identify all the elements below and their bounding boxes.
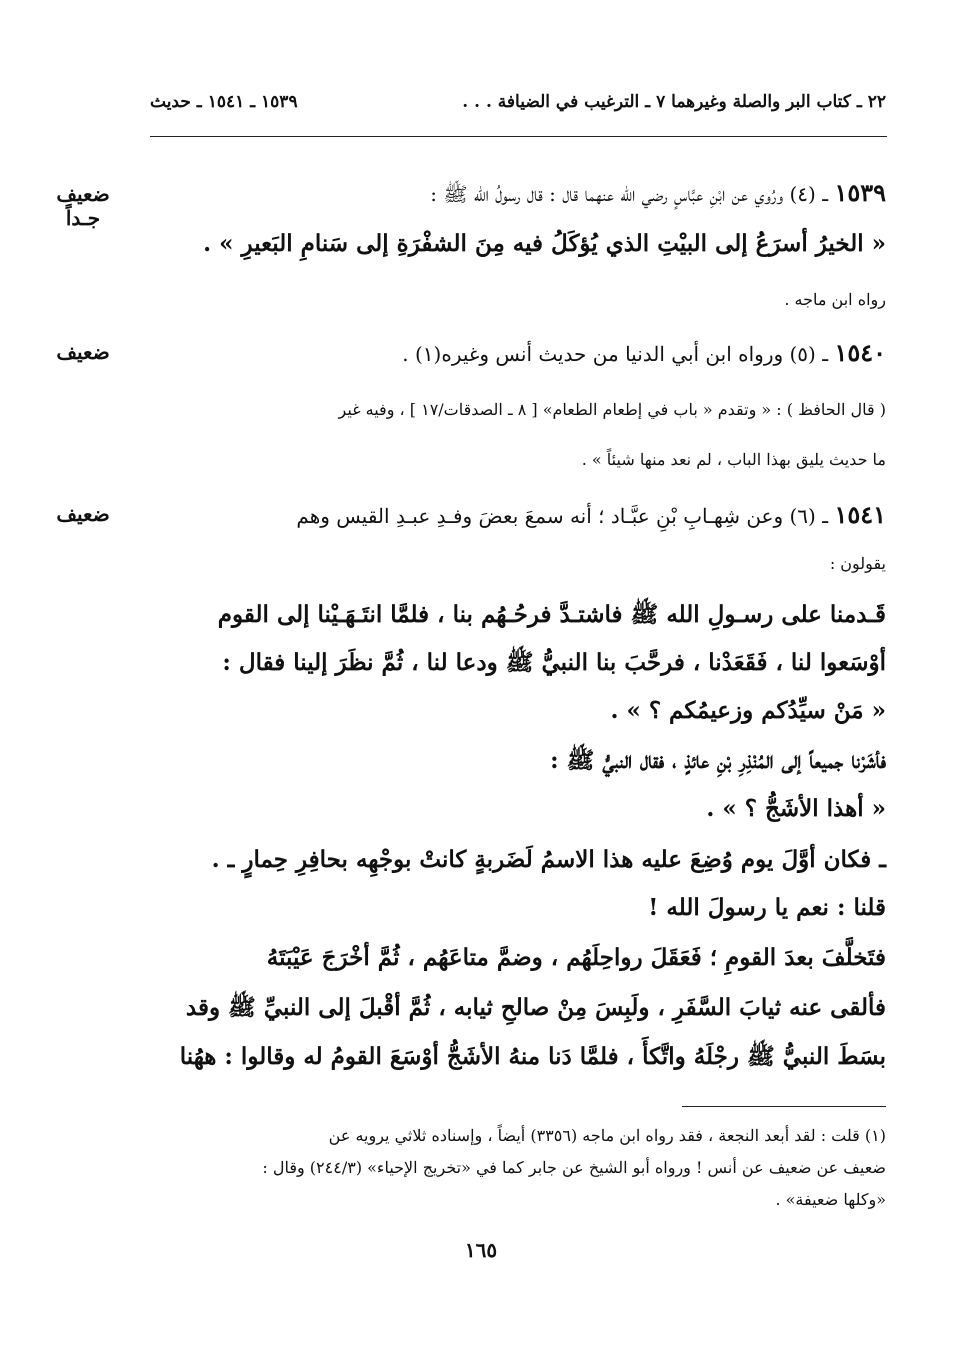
hadith-number: ١٥٣٩ <box>834 178 886 207</box>
grade-1541: ضعيف <box>56 502 110 526</box>
hadith-1541-line: « أهذا الأشَجُّ ؟ » . <box>706 795 886 822</box>
footnote-line: (١) قلت : لقد أبعد النجعة ، فقد رواه ابن ماجه (٣٣٥٦) أيضاً ، وإسناده ثلاثي يرويه عن <box>328 1126 886 1145</box>
hadith-1541-line: فتَخلَّفَ بعدَ القومِ ؛ فَعَقَلَ رواحِلَهُم ، وضمَّ متاعَهُم ، ثُمَّ أخْرَجَ عَيْبَتَهُ <box>266 944 886 971</box>
page-number: ١٦٥ <box>464 1238 498 1262</box>
hadith-1541-intro-line2: يقولون : <box>829 554 886 573</box>
hadith-1539-text: « الخيرُ أسرَعُ إلى البيْتِ الذي يُؤكَلُ فيه مِنَ الشفْرَةِ إلى سَنامِ البَعيرِ » . <box>203 230 886 257</box>
hadith-1539-source: رواه ابن ماجه . <box>784 290 886 309</box>
hadith-1541-line: قَـدمنا على رسـولِ الله ﷺ فاشتـدَّ فرحُـهُم بنا ، فلمَّا انتَـهَـيْنا إلى القوم <box>217 601 886 628</box>
hadith-1541-line: أوْسَعوا لنا ، فَقَعَدْنا ، فرحَّبَ بنا النبيُّ ﷺ ودعا لنا ، ثُمَّ نظَرَ إلينا فقال : <box>222 649 886 676</box>
hadith-1540-text: ١٥٤٠ ـ (٥) ورواه ابن أبي الدنيا من حديث أنس وغيره(١) . <box>402 338 886 367</box>
footnote-line: «وكلها ضعيفة» . <box>775 1190 886 1209</box>
hadith-number: ١٥٤٠ <box>834 338 886 367</box>
hadith-1540-note-line1: ( قال الحافظ ) : « وتقدم « باب في إطعام الطعام» [ ٨ ـ الصدقات/١٧ ] ، وفيه غير <box>338 400 886 419</box>
hadith-1541-line: فألقى عنه ثيابَ السَّفَرِ ، ولَبِسَ مِنْ صالحِ ثيابه ، ثُمَّ أقْبلَ إلى النبيِّ ﷺ وقد <box>185 994 886 1021</box>
header-divider <box>150 136 887 137</box>
hadith-1539-intro: ١٥٣٩ ـ (٤) ورُوي عن ابْنِ عبَّاسٍ رضي الله عنهما قال : قال رسولُ الله ﷺ : <box>430 178 886 207</box>
hadith-1540-note-line2: ما حديث يليق بهذا الباب ، لم نعد منها شيئاً » . <box>581 450 886 469</box>
hadith-1541-line: فأشَرْنا جميعاً إلى المُنْذِرِ بْنِ عائذٍ ، فقال النبيُّ ﷺ : <box>550 747 886 774</box>
hadith-1541-line: ـ فكان أوَّلَ يوم وُضِعَ عليه هذا الاسمُ لَضَربةٍ كانتْ بوجْهِه بحافِرِ حِمارٍ ـ . <box>211 846 886 873</box>
hadith-1541-line: قلنا : نعم يا رسولَ الله ! <box>648 894 886 921</box>
hadith-1541-intro: ١٥٤١ ـ (٦) وعن شِهـابِ بْنِ عبَّـاد ؛ أنه سمعَ بعضَ وفـدِ عبـدِ القيس وهم <box>296 500 886 529</box>
footnote-line: ضعيف عن ضعيف عن أنس ! ورواه أبو الشيخ عن جابر كما في «تخريج الإحياء» (٢٤٤/٣) وقال : <box>262 1158 886 1177</box>
header-hadith-range: ١٥٣٩ ـ ١٥٤١ ـ حديث <box>150 92 298 112</box>
grade-1540: ضعيف <box>56 340 110 364</box>
grade-1539: ضعيف جـداً <box>56 182 110 230</box>
hadith-number: ١٥٤١ <box>834 500 886 529</box>
hadith-1541-line: « مَنْ سيِّدُكم وزعيمُكم ؟ » . <box>610 697 886 724</box>
header-chapter-title: ٢٢ ـ كتاب البر والصلة وغيرهما ٧ ـ الترغيب في الضيافة . . . <box>462 92 886 112</box>
running-header <box>150 92 886 122</box>
footnote-divider <box>682 1106 886 1107</box>
hadith-1541-line: بسَطَ النبيُّ ﷺ رجْلَهُ واتَّكأَ ، فلمَّا دَنا منهُ الأشَجُّ أوْسَعَ القومُ له وقالوا : ههُنا <box>179 1043 886 1070</box>
